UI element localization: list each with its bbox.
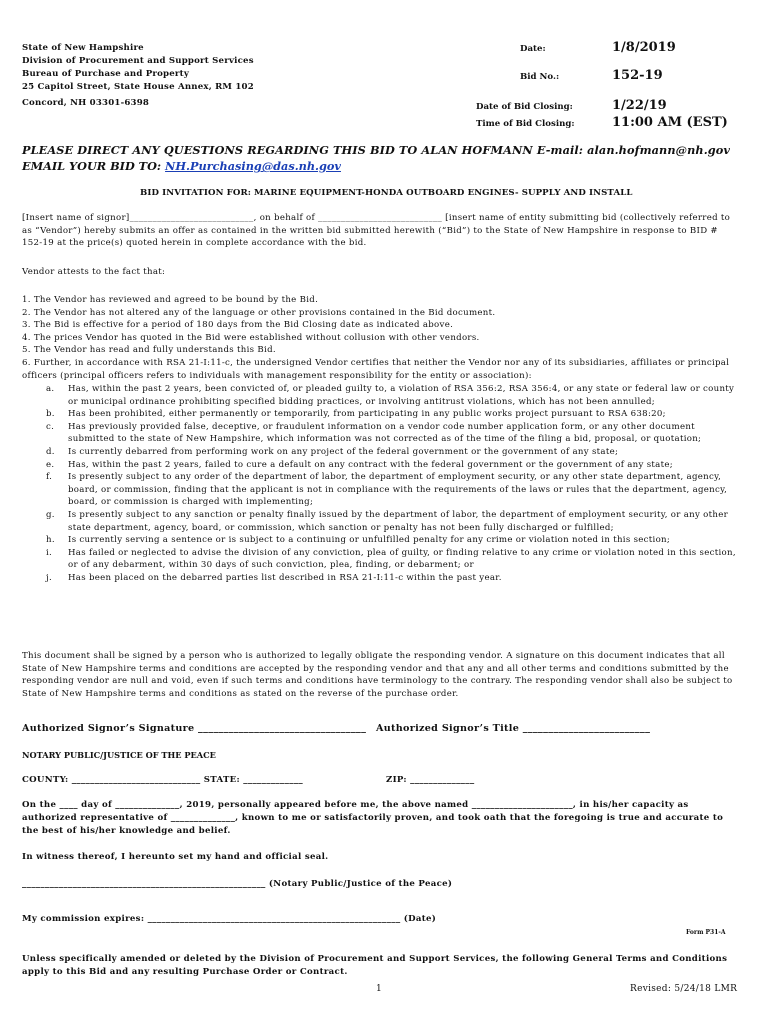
notary-signature-field[interactable]: _____________________________________________________ (Notary Public/Justice of the Peace) (22, 879, 453, 889)
list-item: 4. The prices Vendor has quoted in the Bid were established without collusion with other vendors. (22, 332, 480, 343)
intro-paragraph: [Insert name of signor]___________________________, on behalf of ___________________________ [insert name of entity submitting bid (collectively referred to as “Vendor”) hereby submits an offer as contained in the written bid submitted herewith (“Bid”) to the State of New Hampshire in response to BID # 152-19 at the price(s) quoted herein in complete accordance with the bid. (22, 213, 731, 249)
list-item: f. Is presently subject to any order of the department of labor, the department of employment security, or any other state department, agency, board, or commission, finding that the applicant is not in compliance with the requirements of the laws or rules that the department, agency, board, or commission is charged with implementing; (46, 472, 728, 508)
list-item: 1. The Vendor has reviewed and agreed to be bound by the Bid. (22, 295, 319, 305)
list-item: 3. The Bid is effective for a period of 180 days from the Bid Closing date as indicated above. (22, 320, 454, 331)
list-item: h. Is currently serving a sentence or is subject to a continuing or unfulfilled penalty for any crime or violation noted in this section; (46, 535, 671, 546)
attests-line: Vendor attests to the fact that: (22, 267, 166, 277)
closing-time-label: Time of Bid Closing: (476, 119, 575, 129)
title-field[interactable]: Authorized Signor’s Title _________________________ (376, 723, 651, 734)
bid-no-label: Bid No.: (520, 72, 560, 82)
list-item: 6. Further, in accordance with RSA 21-I:11-c, the undersigned Vendor certifies that neither the Vendor nor any of its subsidiaries, affiliates or principal officers (principal officers refers to individuals with management responsibility for the entity or association): (22, 357, 730, 381)
list-item: g. Is presently subject to any sanction or penalty finally issued by the department of labor, the department of employment security, or any other state department, agency, board, or commission, which sanction or penalty has not been fully discharged or fulfilled; (46, 509, 729, 533)
org-line: State of New Hampshire (22, 43, 144, 53)
list-item: i. Has failed or neglected to advise the division of any conviction, plea of guilty, or finding relative to any crime or violation noted in this section, or of any debarment, within 30 days of such conviction, plea, finding, or debarment; or (46, 547, 736, 571)
certification-sublist (22, 383, 738, 585)
list-item: b. Has been prohibited, either permanently or temporarily, from participating in any public works project pursuant to RSA 638:20; (46, 409, 666, 420)
signing-paragraph: This document shall be signed by a person who is authorized to legally obligate the responding vendor. A signature on this document indicates that all State of New Hampshire terms and conditions are accepted by the responding vendor and that any and all other terms and conditions submitted by the responding vendor are null and void, even if such terms and conditions have terminology to the contrary. The responding vendor shall also be subject to State of New Hampshire terms and conditions as stated on the reverse of the purchase order. (22, 651, 733, 699)
email-bid-label: EMAIL YOUR BID TO: (22, 159, 166, 173)
list-item: j. Has been placed on the debarred parties list described in RSA 21-I:11-c within the past year. (46, 572, 502, 583)
questions-line (22, 143, 730, 157)
list-item: d. Is currently debarred from performing work on any project of the federal government or the government of any state; (46, 446, 619, 457)
list-item: c. Has previously provided false, deceptive, or fraudulent information on a vendor code number application form, or any other document submitted to the state of New Hampshire, which information was not corrected as of the time of the filing a bid, proposal, or quotation; (46, 421, 702, 445)
list-item: a. Has, within the past 2 years, been convicted of, or pleaded guilty to, a violation of RSA 356:2, RSA 356:4, or any state or federal law or county or municipal ordinance prohibiting specified bidding practices, or involving antitrust violations, which has not been annulled; (46, 384, 735, 407)
org-line: Bureau of Purchase and Property (22, 69, 190, 79)
signature-field[interactable]: Authorized Signor’s Signature _________________________________ (22, 723, 367, 734)
list-item: e. Has, within the past 2 years, failed to cure a default on any contract with the federal government or the government of any state; (46, 459, 673, 470)
witness-line: In witness thereof, I hereunto set my hand and official seal. (22, 852, 329, 862)
form-number: Form P31-A (686, 929, 726, 936)
org-line: Concord, NH 03301-6398 (22, 98, 150, 108)
oath-paragraph: On the ____ day of ______________, 2019, personally appeared before me, the above named ______________________, in his/her capacity as authorized representative of ______________, known to me or satisfactorily proven, and took oath that the foregoing is true and accurate to the best of his/her knowledge and belief. (22, 800, 724, 836)
list-item: 5. The Vendor has read and fully understands this Bid. (22, 345, 276, 356)
date-label: Date: (520, 44, 546, 54)
county-state-field[interactable]: COUNTY: ____________________________ STATE: _____________ (22, 775, 304, 785)
bid-no-value: 152-19 (612, 68, 663, 83)
questions-text: PLEASE DIRECT ANY QUESTIONS REGARDING THIS BID TO ALAN HOFMANN E-mail: alan.hofmann@nh.gov (22, 143, 731, 157)
zip-field[interactable]: ZIP: ______________ (386, 775, 475, 785)
closing-time-value: 11:00 AM (EST) (612, 115, 728, 130)
org-line: Division of Procurement and Support Services (22, 56, 254, 66)
commission-expires-field[interactable]: My commission expires: _______________________________________________________ (Date) (22, 914, 437, 924)
revised-date: Revised: 5/24/18 LMR (630, 984, 738, 994)
closing-date-value: 1/22/19 (612, 98, 667, 113)
attestation-list (22, 294, 740, 382)
closing-date-label: Date of Bid Closing: (476, 102, 573, 112)
org-line: 25 Capitol Street, State House Annex, RM 102 (22, 82, 254, 92)
page-number: 1 (376, 984, 382, 994)
notary-heading: NOTARY PUBLIC/JUSTICE OF THE PEACE (22, 750, 216, 760)
invitation-title: BID INVITATION FOR: MARINE EQUIPMENT-HONDA OUTBOARD ENGINES- SUPPLY AND INSTALL (140, 188, 633, 198)
agency-address (22, 42, 282, 110)
list-item: 2. The Vendor has not altered any of the language or other provisions contained in the Bid document. (22, 307, 496, 318)
purchasing-email-link[interactable]: NH.Purchasing@das.nh.gov (165, 159, 341, 173)
email-bid-line (22, 159, 341, 173)
date-value: 1/8/2019 (612, 40, 676, 55)
general-terms-note: Unless specifically amended or deleted by the Division of Procurement and Support Services, the following General Terms and Conditions apply to this Bid and any resulting Purchase Order or Contract. (22, 954, 728, 977)
